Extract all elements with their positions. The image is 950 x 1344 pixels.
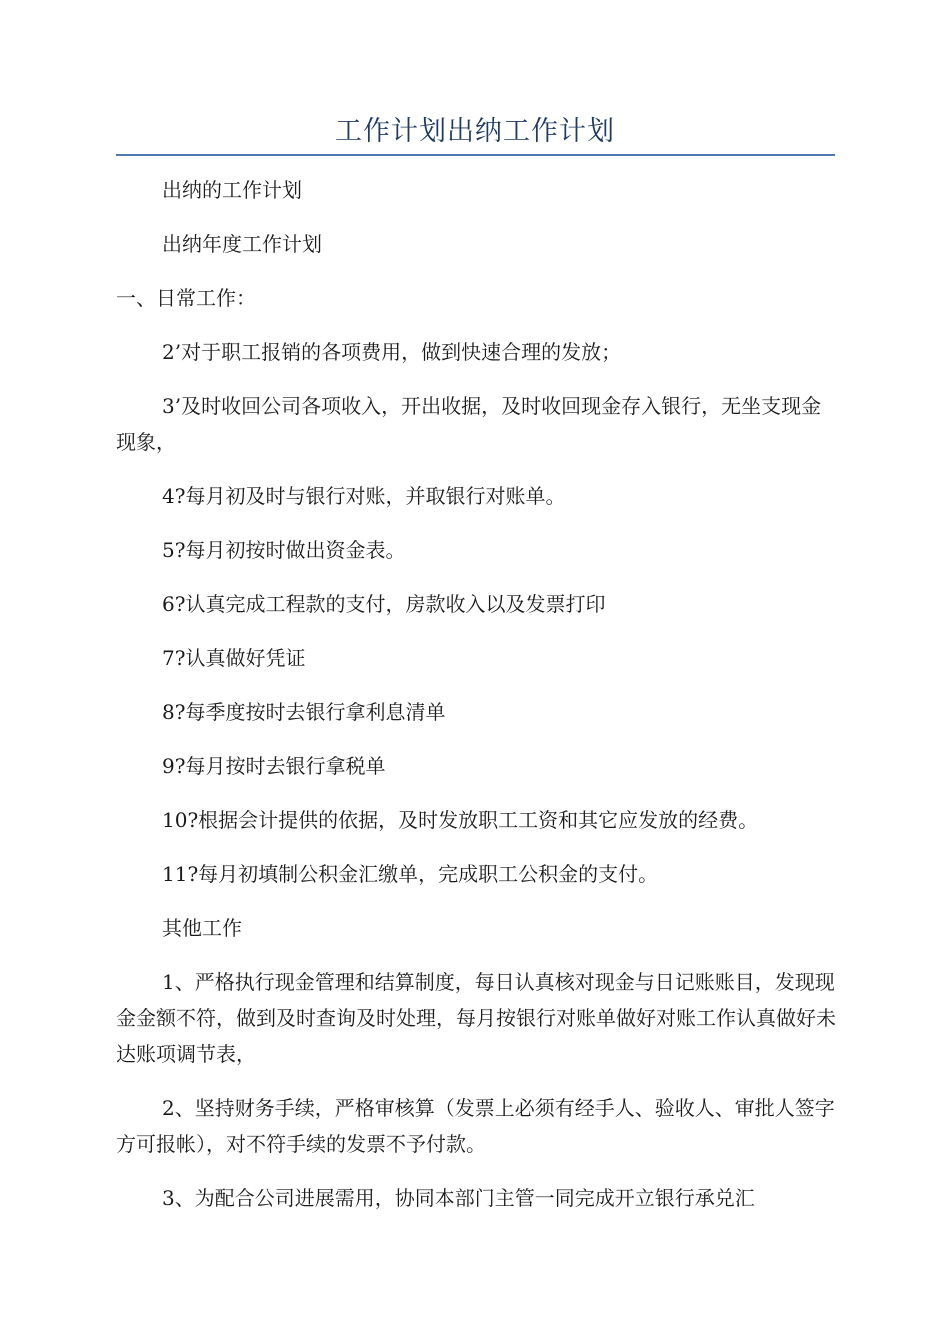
- list-item: 2’对于职工报销的各项费用，做到快速合理的发放；: [162, 340, 622, 364]
- list-item: 10?根据会计提供的依据，及时发放职工工资和其它应发放的经费。: [162, 808, 759, 832]
- document-body: [116, 172, 836, 1234]
- list-item: 3’及时收回公司各项收入，开出收据，及时收回现金存入银行，无坐支现金现象，: [116, 394, 822, 454]
- list-item: 2、坚持财务手续，严格审核算（发票上必须有经手人、验收人、审批人签字方可报帐），对不符手续的发票不予付款。: [116, 1096, 835, 1156]
- list-item: 6?认真完成工程款的支付，房款收入以及发票打印: [162, 592, 606, 616]
- title-underline: [116, 154, 835, 156]
- list-item: 11?每月初填制公积金汇缴单，完成职工公积金的支付。: [162, 862, 659, 886]
- list-item: 3、为配合公司进展需用，协同本部门主管一同完成开立银行承兑汇: [162, 1186, 755, 1210]
- section-heading: 一、日常工作：: [116, 286, 256, 310]
- document-title: 工作计划出纳工作计划: [335, 116, 615, 147]
- paragraph: 出纳的工作计划: [162, 178, 302, 202]
- list-item: 5?每月初按时做出资金表。: [162, 538, 406, 562]
- paragraph: 出纳年度工作计划: [162, 232, 322, 256]
- list-item: 1、严格执行现金管理和结算制度，每日认真核对现金与日记账账目，发现现金金额不符，做到及时查询及时处理，每月按银行对账单做好对账工作认真做好未达账项调节表，: [116, 970, 836, 1066]
- section-heading: 其他工作: [162, 916, 242, 940]
- list-item: 8?每季度按时去银行拿利息清单: [162, 700, 446, 724]
- list-item: 9?每月按时去银行拿税单: [162, 754, 386, 778]
- list-item: 7?认真做好凭证: [162, 646, 306, 670]
- list-item: 4?每月初及时与银行对账，并取银行对账单。: [162, 484, 566, 508]
